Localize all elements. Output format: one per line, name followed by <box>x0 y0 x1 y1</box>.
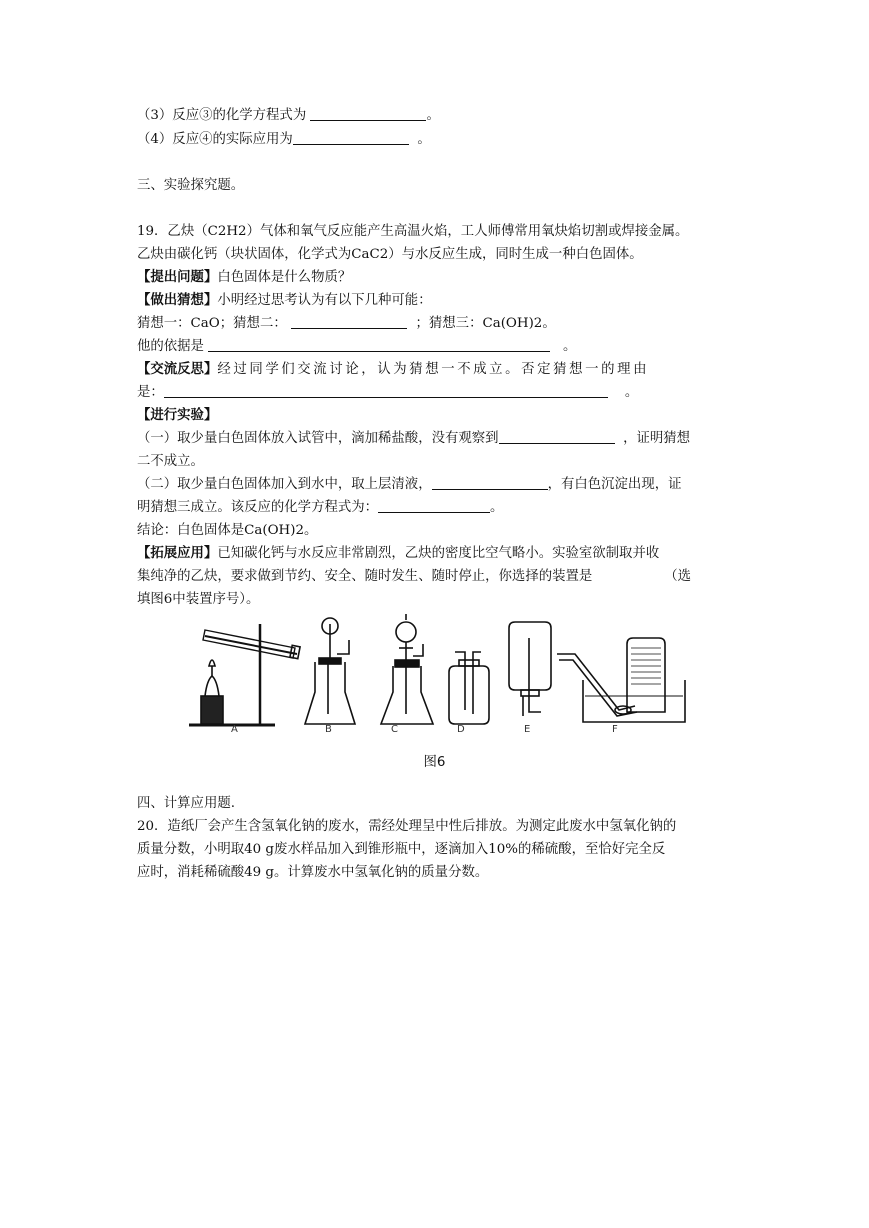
apparatus-f-icon <box>557 638 685 722</box>
apparatus-label-f: F <box>612 724 618 735</box>
q18-sub3: （3）反应③的化学方程式为 。 <box>137 108 440 123</box>
q19-exp1-cont: 二不成立。 <box>137 454 204 469</box>
apparatus-a-icon <box>189 624 300 725</box>
q18-sub4: （4）反应④的实际应用为 。 <box>137 132 431 147</box>
apparatus-b-icon <box>305 618 355 724</box>
apparatus-label-d: D <box>457 724 465 735</box>
answer-blank[interactable] <box>208 337 550 352</box>
q19-conclusion: 结论：白色固体是Ca(OH)2。 <box>137 523 318 538</box>
answer-blank[interactable] <box>293 130 409 145</box>
apparatus-label-b: B <box>325 724 332 735</box>
apparatus-d-icon <box>449 652 489 724</box>
apparatus-label-c: C <box>391 724 398 735</box>
q19-experiment-tag: 【进行实验】 <box>137 407 218 423</box>
q19-reflect: 【交流反思】经过同学们交流讨论，认为猜想一不成立。否定猜想一的理由 <box>137 361 650 377</box>
q19-guess: 【做出猜想】小明经过思考认为有以下几种可能： <box>137 292 432 308</box>
q19-extend-line3: 填图6中装置序号）。 <box>137 592 260 607</box>
q19-exp1: （一）取少量白色固体放入试管中，滴加稀盐酸，没有观察到 ，证明猜想 <box>137 431 691 446</box>
q19-question: 【提出问题】白色固体是什么物质？ <box>137 269 352 285</box>
apparatus-label-a: A <box>231 724 238 735</box>
q19-guess-options: 猜想一：CaO；猜想二： ；猜想三：Ca(OH)2。 <box>137 316 556 331</box>
q19-exp2: （二）取少量白色固体加入到水中，取上层清液， ，有白色沉淀出现，证 <box>137 477 682 492</box>
figure-caption: 图6 <box>423 755 446 770</box>
section-3-title: 三、实验探究题。 <box>137 178 245 193</box>
apparatus-c-icon <box>381 614 433 724</box>
section-4-title: 四、计算应用题. <box>137 796 235 811</box>
answer-blank[interactable] <box>499 429 615 444</box>
answer-blank[interactable] <box>291 314 407 329</box>
answer-blank[interactable] <box>310 106 426 121</box>
q20-line-3: 应时，消耗稀硫酸49 g。计算废水中氢氧化钠的质量分数。 <box>137 865 489 880</box>
q19-reflect-cont: 是： 。 <box>137 385 639 400</box>
apparatus-label-e: E <box>524 724 531 735</box>
q20-line-1: 20．造纸厂会产生含氢氧化钠的废水，需经处理呈中性后排放。为测定此废水中氢氧化钠的 <box>137 819 677 834</box>
answer-blank[interactable] <box>164 383 608 398</box>
q19-intro-2: 乙炔由碳化钙（块状固体，化学式为CaC2）与水反应生成，同时生成一种白色固体。 <box>137 247 643 262</box>
q19-extend-line2: 集纯净的乙炔，要求做到节约、安全、随时发生、随时停止，你选择的装置是 （选 <box>137 569 692 584</box>
q19-exp2-cont: 明猜想三成立。该反应的化学方程式为： 。 <box>137 500 504 515</box>
q19-extend: 【拓展应用】已知碳化钙与水反应非常剧烈，乙炔的密度比空气略小。实验室欲制取并收 <box>137 545 660 561</box>
apparatus-figure <box>187 614 687 738</box>
q19-intro-1: 19．乙炔（C2H2）气体和氧气反应能产生高温火焰，工人师傅常用氧炔焰切割或焊接金属。 <box>137 224 689 239</box>
answer-blank[interactable] <box>378 498 490 513</box>
apparatus-e-icon <box>509 622 551 716</box>
q19-basis: 他的依据是 。 <box>137 339 577 354</box>
q20-line-2: 质量分数，小明取40 g废水样品加入到锥形瓶中，逐滴加入10%的稀硫酸，至恰好完全反 <box>137 842 666 857</box>
answer-blank[interactable] <box>432 475 548 490</box>
